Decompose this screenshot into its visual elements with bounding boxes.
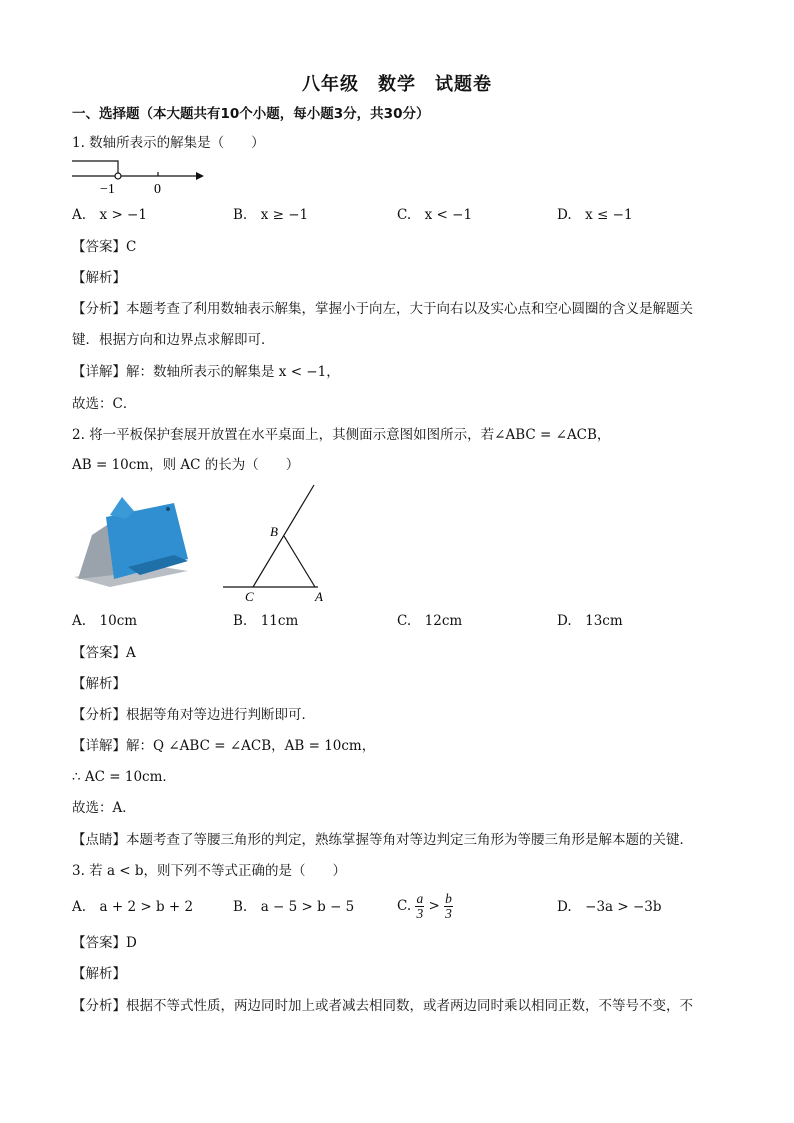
q2-guxuan: 故选：A． <box>72 800 136 816</box>
q2-option-b: B. 11cm <box>233 613 299 629</box>
q1-guxuan: 故选：C． <box>72 396 137 412</box>
q3-option-a: A. a + 2 > b + 2 <box>72 899 194 915</box>
q2-xiangjie: 【详解】解：Q ∠ABC = ∠ACB，AB = 10cm， <box>72 738 376 754</box>
q2-option-a: A. 10cm <box>72 613 138 629</box>
camera-icon <box>166 507 170 511</box>
fraction-numerator-a: a <box>416 891 424 906</box>
fraction-a-over-3 <box>415 892 424 921</box>
q1-number-line-figure <box>70 155 210 197</box>
q1-option-c: C. x < −1 <box>397 207 473 223</box>
q2-conclusion: ∴ AC = 10cm． <box>72 769 176 785</box>
q1-answer: 【答案】C <box>72 239 137 255</box>
vertex-label-c: C <box>245 589 254 604</box>
page-title: 八年级 数学 试题卷 <box>302 74 492 95</box>
q3-option-c-label: C. <box>397 898 412 914</box>
q1-stem: 1. 数轴所表示的解集是（ ） <box>72 135 265 151</box>
q2-dianjing: 【点睛】本题考查了等腰三角形的判定，熟练掌握等角对等边判定三角形为等腰三角形是解本题的关键． <box>72 832 693 848</box>
fraction-denominator: 3 <box>416 906 424 921</box>
q1-fenxi-line1: 【分析】本题考查了利用数轴表示解集，掌握小于向左，大于向右以及实心点和空心圆圈的含义是解题关 <box>72 301 693 317</box>
section-heading: 一、选择题（本大题共有10个小题，每小题3分，共30分） <box>72 106 430 122</box>
q3-fenxi: 【分析】根据不等式性质，两边同时加上或者减去相同数，或者两边同时乘以相同正数，不等号不变，不 <box>72 998 693 1014</box>
q1-option-a: A. x > −1 <box>72 207 147 223</box>
q2-answer: 【答案】A <box>72 645 136 661</box>
q2-option-d: D. 13cm <box>557 613 623 629</box>
q2-triangle-figure <box>218 480 338 605</box>
fraction-denominator: 3 <box>445 906 452 921</box>
number-line-arrow-icon <box>196 172 204 180</box>
greater-than-sign: > <box>428 898 440 914</box>
vertex-label-b: B <box>270 524 278 539</box>
vertex-label-a: A <box>315 589 323 604</box>
q1-xiangjie: 【详解】解：数轴所表示的解集是 x < −1， <box>72 364 340 380</box>
q3-option-b: B. a − 5 > b − 5 <box>233 899 355 915</box>
q3-jiexi: 【解析】 <box>72 966 126 982</box>
q1-fenxi-line2: 键．根据方向和边界点求解即可． <box>72 332 275 348</box>
q1-jiexi: 【解析】 <box>72 270 126 286</box>
q3-stem: 3. 若 a < b，则下列不等式正确的是（ ） <box>72 863 347 879</box>
q3-option-d: D. −3a > −3b <box>557 899 662 915</box>
fraction-b-over-3 <box>444 892 453 921</box>
solution-bracket-line <box>72 161 118 176</box>
q1-option-d: D. x ≤ −1 <box>557 207 633 223</box>
tablet-photo <box>70 495 192 590</box>
segment-ba <box>284 536 315 587</box>
q3-answer: 【答案】D <box>72 935 137 951</box>
q1-option-b: B. x ≥ −1 <box>233 207 309 223</box>
q2-fenxi: 【分析】根据等角对等边进行判断即可． <box>72 707 315 723</box>
label-0: 0 <box>154 182 161 197</box>
label-neg1: −1 <box>100 182 115 197</box>
q3-option-c <box>397 886 453 926</box>
open-circle-point <box>115 173 121 179</box>
q2-jiexi: 【解析】 <box>72 676 126 692</box>
q2-stem-line2: AB = 10cm，则 AC 的长为（ ） <box>72 457 300 473</box>
segment-cb-extended <box>253 485 314 587</box>
q2-option-c: C. 12cm <box>397 613 463 629</box>
fraction-numerator-b: b <box>445 891 452 906</box>
q2-stem-line1: 2. 将一平板保护套展开放置在水平桌面上，其侧面示意图如图所示，若∠ABC = ∠ACB， <box>72 427 611 443</box>
